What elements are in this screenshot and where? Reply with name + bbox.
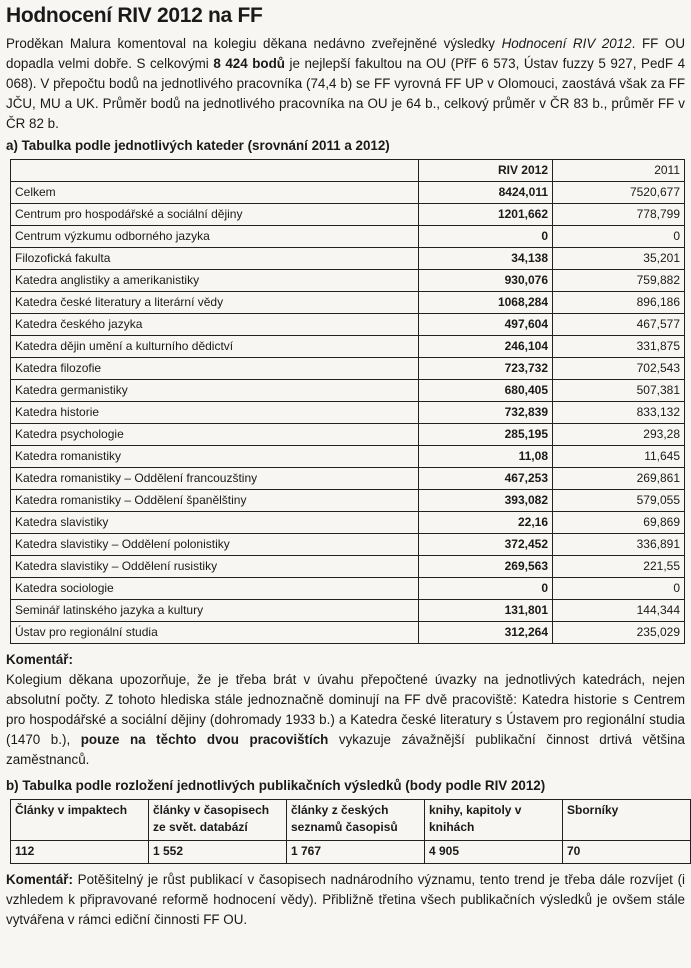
row-value-2012: 393,082	[419, 490, 553, 512]
comment-2	[6, 870, 685, 930]
row-value-2012: 732,839	[419, 402, 553, 424]
row-value-2011: 331,875	[553, 336, 685, 358]
row-value-2012: 372,452	[419, 534, 553, 556]
row-name: Katedra anglistiky a amerikanistiky	[11, 270, 419, 292]
publication-header-row	[11, 800, 691, 841]
row-value-2012: 0	[419, 578, 553, 600]
row-name: Filozofická fakulta	[11, 248, 419, 270]
publication-header-cell: články z českých seznamů časopisů	[287, 800, 425, 841]
table-row	[11, 446, 685, 468]
row-value-2011: 11,645	[553, 446, 685, 468]
table-row	[11, 380, 685, 402]
row-value-2011: 467,577	[553, 314, 685, 336]
publication-value-cell: 112	[11, 841, 149, 864]
row-value-2012: 22,16	[419, 512, 553, 534]
publication-header-cell: Články v impaktech	[11, 800, 149, 841]
comment-1-bold: pouze na těchto dvou pracovištích	[80, 732, 329, 747]
row-name: Celkem	[11, 182, 419, 204]
table-row	[11, 292, 685, 314]
intro-bold: 8 424 bodů	[213, 56, 285, 71]
row-value-2012: 8424,011	[419, 182, 553, 204]
department-table	[10, 159, 685, 644]
table-a-heading: a) Tabulka podle jednotlivých kateder (srovnání 2011 a 2012)	[6, 138, 390, 153]
table-row	[11, 314, 685, 336]
row-name: Seminář latinského jazyka a kultury	[11, 600, 419, 622]
intro-text-1: Proděkan Malura komentoval na kolegiu děkana nedávno zveřejněné výsledky	[6, 36, 502, 51]
row-value-2012: 269,563	[419, 556, 553, 578]
row-name: Centrum výzkumu odborného jazyka	[11, 226, 419, 248]
row-value-2011: 235,029	[553, 622, 685, 644]
row-value-2012: 246,104	[419, 336, 553, 358]
table-row	[11, 490, 685, 512]
table-row	[11, 556, 685, 578]
row-value-2011: 336,891	[553, 534, 685, 556]
table-row	[11, 270, 685, 292]
row-value-2011: 293,28	[553, 424, 685, 446]
table-row	[11, 512, 685, 534]
comment-2-text: Potěšitelný je růst publikací v časopisech nadnárodního významu, tento trend je třeba dále rozvíjet (i vzhledem k připravované reformě hodnocení vědy). Přibližně třetina všech publikačních výsledků je ovšem stále vytvářena v rámci ediční činnosti FF OU.	[6, 872, 685, 927]
publication-header-cell: Sborníky	[563, 800, 691, 841]
table-row	[11, 336, 685, 358]
row-value-2011: 896,186	[553, 292, 685, 314]
publication-value-cell: 1 552	[149, 841, 287, 864]
table-row	[11, 358, 685, 380]
row-name: Katedra slavistiky – Oddělení rusistiky	[11, 556, 419, 578]
row-name: Katedra sociologie	[11, 578, 419, 600]
publication-value-cell: 1 767	[287, 841, 425, 864]
row-value-2012: 1068,284	[419, 292, 553, 314]
row-value-2012: 930,076	[419, 270, 553, 292]
row-name: Katedra dějin umění a kulturního dědictví	[11, 336, 419, 358]
row-name: Katedra slavistiky	[11, 512, 419, 534]
row-value-2011: 579,055	[553, 490, 685, 512]
row-value-2011: 507,381	[553, 380, 685, 402]
table-header-row	[11, 160, 685, 182]
row-name: Centrum pro hospodářské a sociální dějiny	[11, 204, 419, 226]
table-row	[11, 402, 685, 424]
publication-table	[10, 799, 691, 864]
row-value-2011: 69,869	[553, 512, 685, 534]
comment-1-label: Komentář:	[6, 652, 73, 667]
header-2011: 2011	[553, 160, 685, 182]
comment-1-text-2: vykazuje závažnější publikační činnost drtivá většina zaměstnanců.	[6, 732, 685, 767]
row-name: Ústav pro regionální studia	[11, 622, 419, 644]
table-row	[11, 204, 685, 226]
row-value-2011: 35,201	[553, 248, 685, 270]
row-name: Katedra českého jazyka	[11, 314, 419, 336]
comment-1	[6, 650, 685, 670]
table-row	[11, 468, 685, 490]
table-row	[11, 424, 685, 446]
row-name: Katedra české literatury a literární vědy	[11, 292, 419, 314]
page-title: Hodnocení RIV 2012 na FF	[6, 4, 263, 27]
row-value-2012: 680,405	[419, 380, 553, 402]
table-row	[11, 622, 685, 644]
row-value-2011: 833,132	[553, 402, 685, 424]
row-value-2012: 131,801	[419, 600, 553, 622]
row-value-2011: 7520,677	[553, 182, 685, 204]
row-value-2011: 0	[553, 226, 685, 248]
comment-1-text-1: Kolegium děkana upozorňuje, že je třeba brát v úvahu přepočtené úvazky na jednotlivých katedrách, nejen absolutní počty. Z tohoto hlediska stále jednoznačně dominují na FF dvě pracoviště: Katedra historie s Centrem pro hospodářské a sociální dějiny (dohromady 1933 b.) a Katedra české literatury s Ústavem pro regionální studia (1470 b.),	[6, 672, 685, 747]
row-value-2012: 1201,662	[419, 204, 553, 226]
row-value-2012: 312,264	[419, 622, 553, 644]
publication-value-row	[11, 841, 691, 864]
row-name: Katedra romanistiky	[11, 446, 419, 468]
row-value-2011: 778,799	[553, 204, 685, 226]
publication-header-cell: články v časopisech ze svět. databází	[149, 800, 287, 841]
row-value-2012: 723,732	[419, 358, 553, 380]
row-name: Katedra psychologie	[11, 424, 419, 446]
row-name: Katedra filozofie	[11, 358, 419, 380]
row-name: Katedra slavistiky – Oddělení polonistiky	[11, 534, 419, 556]
intro-italic: Hodnocení RIV 2012	[501, 36, 632, 51]
row-name: Katedra romanistiky – Oddělení španělštiny	[11, 490, 419, 512]
row-value-2011: 759,882	[553, 270, 685, 292]
department-table-body	[11, 182, 685, 644]
table-row	[11, 182, 685, 204]
publication-header-cell: knihy, kapitoly v knihách	[425, 800, 563, 841]
row-name: Katedra germanistiky	[11, 380, 419, 402]
row-value-2011: 144,344	[553, 600, 685, 622]
row-value-2012: 497,604	[419, 314, 553, 336]
intro-text-3: je nejlepší fakultou na OU (PřF 6 573, Ústav fuzzy 5 927, PedF 4 068). V přepočtu bodů na jednotlivého pracovníka (74,4 b) se FF vyrovná FF UP v Olomouci, zaostává však za FF JČU, MU a UK. Průměr bodů na jednotlivého pracovníka na OU je 64 b., celkový průměr v ČR 83 b., průměr FF v ČR 82 b.	[6, 56, 686, 131]
publication-value-cell: 4 905	[425, 841, 563, 864]
table-row	[11, 578, 685, 600]
row-value-2011: 0	[553, 578, 685, 600]
row-value-2012: 467,253	[419, 468, 553, 490]
table-row	[11, 248, 685, 270]
header-blank	[11, 160, 419, 182]
table-row	[11, 226, 685, 248]
table-row	[11, 600, 685, 622]
publication-value-cell: 70	[563, 841, 691, 864]
row-value-2011: 702,543	[553, 358, 685, 380]
intro-text-2: . FF OU dopadla velmi dobře. S celkovými	[6, 36, 685, 71]
comment-1-body	[6, 670, 685, 770]
row-value-2012: 285,195	[419, 424, 553, 446]
table-row	[11, 534, 685, 556]
header-riv-2012: RIV 2012	[419, 160, 553, 182]
row-name: Katedra romanistiky – Oddělení francouzštiny	[11, 468, 419, 490]
row-value-2011: 221,55	[553, 556, 685, 578]
row-value-2012: 11,08	[419, 446, 553, 468]
table-b-heading: b) Tabulka podle rozložení jednotlivých publikačních výsledků (body podle RIV 2012)	[6, 778, 546, 793]
comment-2-label: Komentář:	[6, 872, 73, 887]
row-name: Katedra historie	[11, 402, 419, 424]
intro-paragraph	[6, 34, 685, 134]
row-value-2012: 34,138	[419, 248, 553, 270]
row-value-2012: 0	[419, 226, 553, 248]
row-value-2011: 269,861	[553, 468, 685, 490]
